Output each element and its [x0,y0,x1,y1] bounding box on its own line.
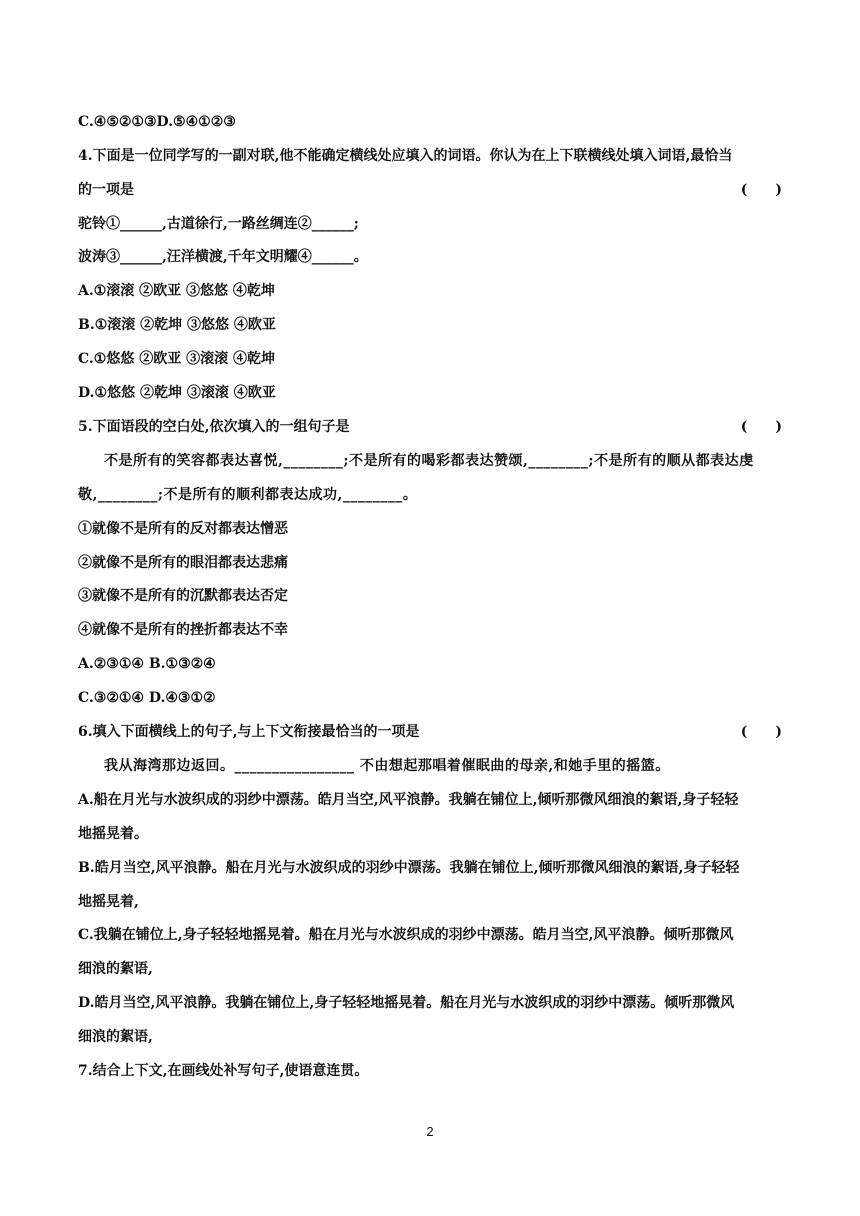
q4-stem-cont: 的一项是 [78,182,134,198]
q6-option-a-cont: 地摇晃着。 [78,826,148,842]
q4-couplet-upper: 驼铃①______,古道徐行,一路丝绸连②______; [78,216,359,232]
page-number: 2 [426,1124,434,1139]
q6-option-d-cont: 细浪的絮语, [78,1029,153,1045]
q6-option-c-cont: 细浪的絮语, [78,961,153,977]
q6-option-c: C.我躺在铺位上,身子轻轻地摇晃着。船在月光与水波织成的羽纱中漂荡。皓月当空,风平浪静。倾听那微风 [78,927,734,943]
q6-option-d: D.皓月当空,风平浪静。我躺在铺位上,身子轻轻地摇晃着。船在月光与水波织成的羽纱中漂荡。倾听那微风 [78,995,735,1011]
q4-stem: 4.下面是一位同学写的一副对联,他不能确定横线处应填入的词语。你认为在上下联横线处填入词语,最恰当 [78,148,733,164]
q5-passage-cont: 敬,________;不是所有的顺利都表达成功,________。 [78,487,418,503]
q5-sentence-2: ②就像不是所有的眼泪都表达悲痛 [78,555,288,571]
q5-options-ab: A.②③①④ B.①③②④ [78,656,216,672]
q5-stem: 5.下面语段的空白处,依次填入的一组句子是 [78,419,350,435]
q6-option-a: A.船在月光与水波织成的羽纱中漂荡。皓月当空,风平浪静。我躺在铺位上,倾听那微风细浪的絮语,身子轻轻 [78,792,739,808]
q3-options-cd: C.④⑤②①③D.⑤④①②③ [78,114,236,130]
q4-option-b: B.①滚滚 ②乾坤 ③悠悠 ④欧亚 [78,317,276,333]
q6-option-b: B.皓月当空,风平浪静。船在月光与水波织成的羽纱中漂荡。我躺在铺位上,倾听那微风细浪的絮语,身子轻轻 [78,860,740,876]
q6-passage: 我从海湾那边返回。________________ 不由想起那唱着催眠曲的母亲,和她手里的摇篮。 [104,758,670,774]
q4-answer-paren: ( ) [740,182,782,198]
q4-option-d: D.①悠悠 ②乾坤 ③滚滚 ④欧亚 [78,385,276,401]
q4-couplet-lower: 波涛③______,汪洋横渡,千年文明耀④______。 [78,249,368,265]
q6-option-b-cont: 地摇晃着, [78,894,139,910]
q5-options-cd: C.③②①④ D.④③①② [78,690,216,706]
q6-answer-paren: ( ) [740,724,782,740]
q5-passage: 不是所有的笑容都表达喜悦,________;不是所有的喝彩都表达赞颂,________;不是所有的顺从都表达虔 [104,453,754,469]
q4-option-c: C.①悠悠 ②欧亚 ③滚滚 ④乾坤 [78,351,275,367]
q5-sentence-1: ①就像不是所有的反对都表达憎恶 [78,521,288,537]
q5-sentence-3: ③就像不是所有的沉默都表达否定 [78,588,288,604]
q5-answer-paren: ( ) [740,419,782,435]
q4-option-a: A.①滚滚 ②欧亚 ③悠悠 ④乾坤 [78,283,275,299]
q7-stem: 7.结合上下文,在画线处补写句子,使语意连贯。 [78,1063,369,1079]
q5-sentence-4: ④就像不是所有的挫折都表达不幸 [78,622,288,638]
q6-stem: 6.填入下面横线上的句子,与上下文衔接最恰当的一项是 [78,724,420,740]
